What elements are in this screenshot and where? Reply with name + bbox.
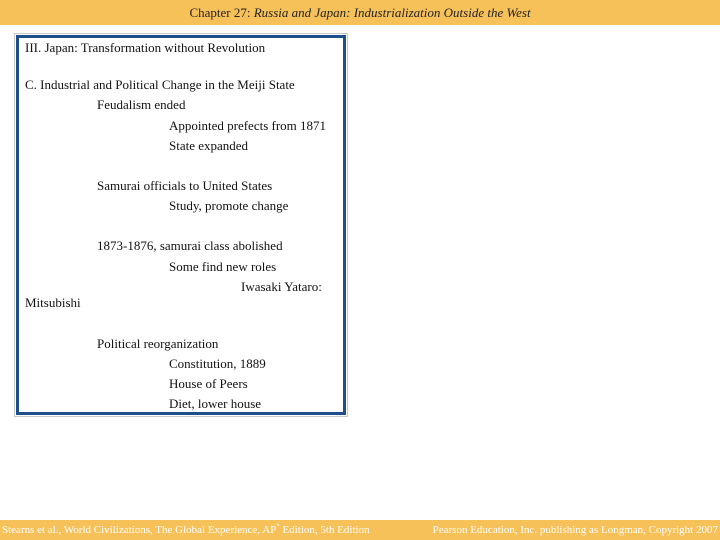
outline-line: Appointed prefects from 1871: [169, 118, 327, 133]
header-chapter: Chapter 27:: [189, 5, 254, 20]
footer-citation-sup: *: [276, 522, 280, 531]
outline-line: Political reorganization: [97, 336, 219, 351]
outline-section: C. Industrial and Political Change in the Meiji State: [25, 77, 295, 92]
outline-line: 1873-1876, samurai class abolished: [97, 238, 283, 253]
slide-header: [0, 0, 720, 25]
outline-line: State expanded: [169, 138, 249, 153]
outline-line: House of Peers: [169, 376, 248, 391]
outline-line: Feudalism ended: [97, 97, 186, 112]
header-title: Russia and Japan: Industrialization Outside the West: [253, 5, 531, 20]
footer-copyright: Pearson Education, Inc. publishing as Longman, Copyright 2007: [432, 524, 718, 536]
outline-line: Iwasaki Yataro:: [241, 279, 322, 294]
footer-citation: [2, 520, 370, 540]
outline-heading: III. Japan: Transformation without Revolution: [25, 40, 266, 55]
outline-line: Diet, lower house: [169, 396, 262, 411]
footer-citation-text: Stearns et al., World Civilizations, The Global Experience, AP: [2, 524, 277, 536]
slide-footer: [0, 520, 720, 540]
footer-citation-edition: Edition, 5th Edition: [279, 524, 370, 536]
outline-line: Samurai officials to United States: [97, 178, 273, 193]
outline-line: Some find new roles: [169, 259, 277, 274]
outline-line: Mitsubishi: [25, 295, 81, 310]
outline-line: Study, promote change: [169, 198, 289, 213]
outline-line: Constitution, 1889: [169, 356, 266, 371]
